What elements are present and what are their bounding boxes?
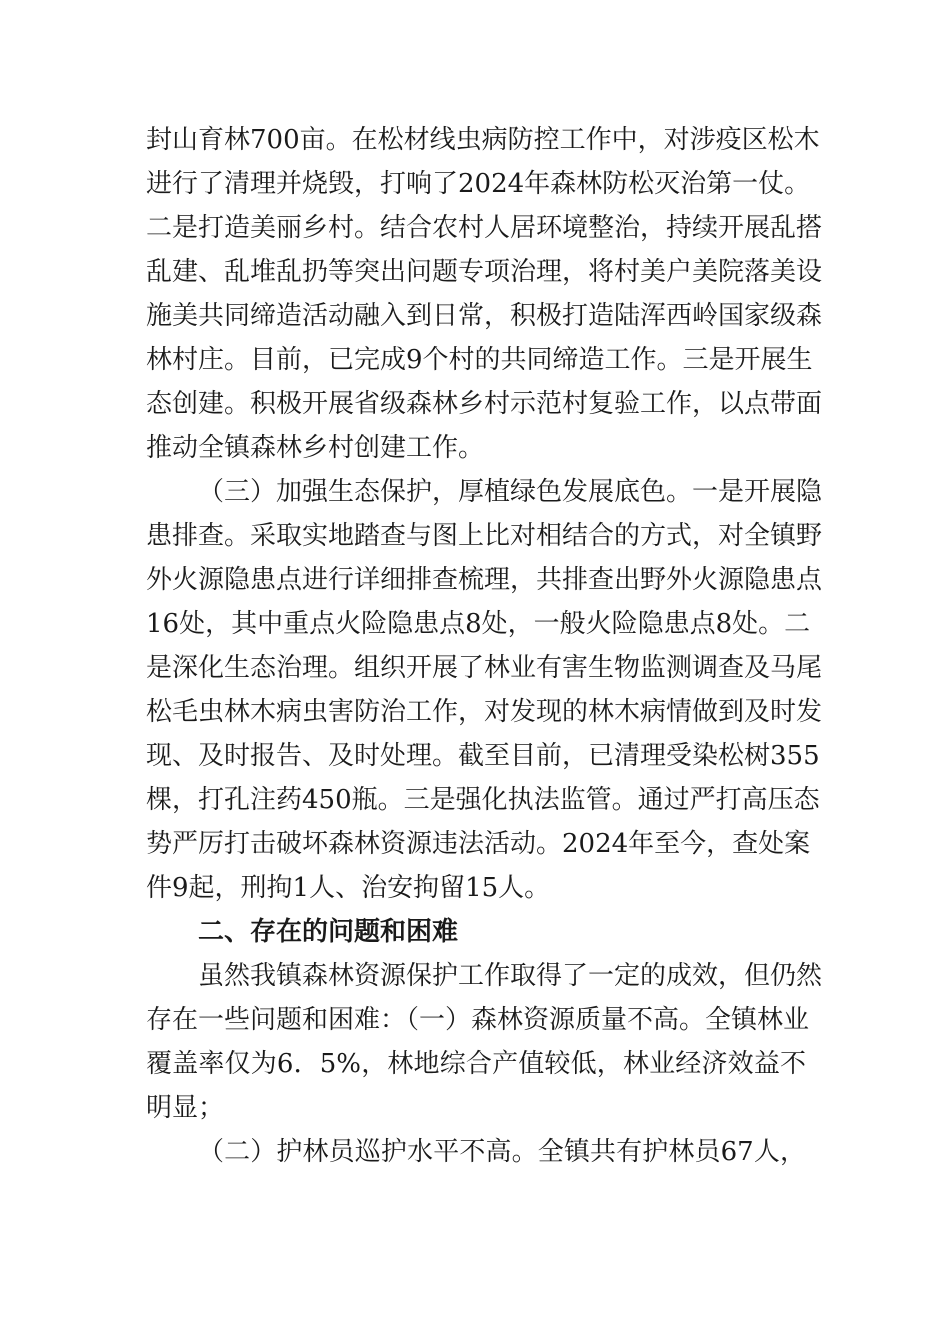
text-line: 二是打造美丽乡村。结合农村人居环境整治，持续开展乱搭 (146, 213, 823, 243)
section-three-first-line: （三）加强生态保护，厚植绿色发展底色。一是开展隐 (198, 477, 823, 507)
text-line-paragraph-end: 件9起，刑拘1人、治安拘留15人。 (146, 873, 551, 903)
text-line: 松毛虫林木病虫害防治工作，对发现的林木病情做到及时发 (146, 697, 823, 727)
text-line: 施美共同缔造活动融入到日常，积极打造陆浑西岭国家级森 (146, 301, 823, 331)
text-line: 封山育林700亩。在松材线虫病防控工作中，对涉疫区松木 (146, 125, 820, 155)
text-line: 棵，打孔注药450瓶。三是强化执法监管。通过严打高压态 (146, 785, 820, 815)
text-line: 林村庄。目前，已完成9个村的共同缔造工作。三是开展生 (146, 345, 813, 375)
text-line: 存在一些问题和困难：（一）森林资源质量不高。全镇林业 (146, 1005, 810, 1035)
text-line: 16处，其中重点火险隐患点8处，一般火险隐患点8处。二 (146, 609, 811, 639)
paragraph-first-line: （二）护林员巡护水平不高。全镇共有护林员67人， (198, 1137, 806, 1167)
text-line: 患排查。采取实地踏查与图上比对相结合的方式，对全镇野 (146, 521, 823, 551)
text-line: 进行了清理并烧毁，打响了2024年森林防松灭治第一仗。 (146, 169, 811, 199)
paragraph-first-line: 虽然我镇森林资源保护工作取得了一定的成效，但仍然 (198, 961, 823, 991)
text-line: 乱建、乱堆乱扔等突出问题专项治理，将村美户美院落美设 (146, 257, 823, 287)
text-line: 外火源隐患点进行详细排查梳理，共排查出野外火源隐患点 (146, 565, 823, 595)
text-line: 态创建。积极开展省级森林乡村示范村复验工作，以点带面 (146, 389, 823, 419)
text-line: 现、及时报告、及时处理。截至目前，已清理受染松树355 (146, 741, 820, 771)
text-line-paragraph-end: 明显； (146, 1093, 225, 1123)
text-line: 覆盖率仅为6．5%，林地综合产值较低，林业经济效益不 (146, 1049, 806, 1079)
section-heading: 二、存在的问题和困难 (198, 917, 459, 947)
text-line-paragraph-end: 推动全镇森林乡村创建工作。 (146, 433, 485, 463)
text-line: 势严厉打击破坏森林资源违法活动。2024年至今，查处案 (146, 829, 811, 859)
text-line: 是深化生态治理。组织开展了林业有害生物监测调查及马尾 (146, 653, 823, 683)
